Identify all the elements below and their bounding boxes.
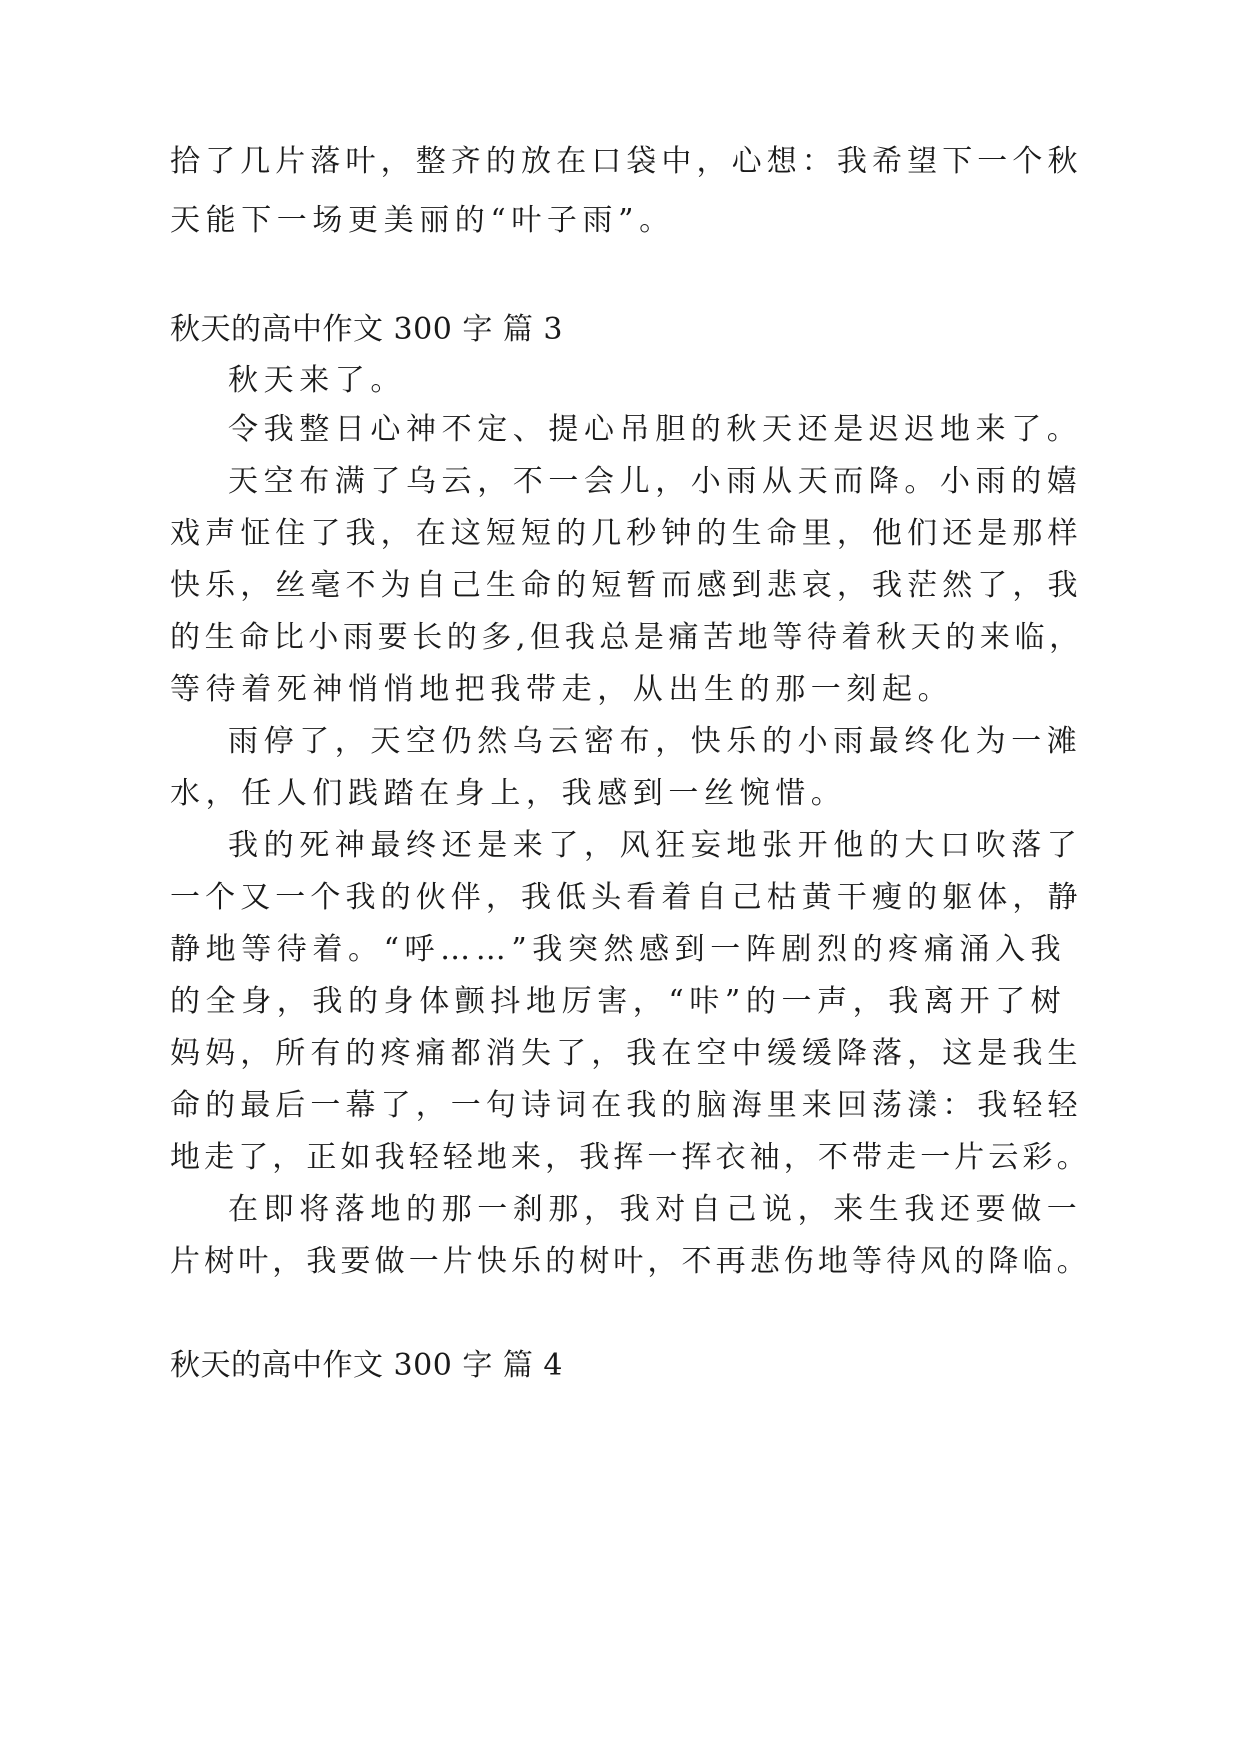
paragraph-line: 天空布满了乌云，不一会儿，小雨从天而降。小雨的嬉 bbox=[228, 464, 1083, 499]
paragraph-line: 地走了，正如我轻轻地来，我挥一挥衣袖，不带走一片云彩。 bbox=[170, 1140, 1091, 1175]
paragraph-line: 秋天来了。 bbox=[228, 363, 406, 398]
paragraph-line: 我的死神最终还是来了，风狂妄地张开他的大口吹落了 bbox=[228, 828, 1083, 863]
paragraph-line: 戏声怔住了我，在这短短的几秒钟的生命里，他们还是那样 bbox=[170, 516, 1083, 551]
paragraph-line: 在即将落地的那一刹那，我对自己说，来生我还要做一 bbox=[228, 1192, 1083, 1227]
text-line: 天能下一场更美丽的“叶子雨”。 bbox=[170, 203, 675, 238]
paragraph-line: 的生命比小雨要长的多,但我总是痛苦地等待着秋天的来临， bbox=[170, 620, 1084, 655]
paragraph-line: 静地等待着。“呼……”我突然感到一阵剧烈的疼痛涌入我 bbox=[170, 932, 1067, 967]
paragraph-line: 一个又一个我的伙伴，我低头看着自己枯黄干瘦的躯体，静 bbox=[170, 880, 1083, 915]
paragraph-line: 等待着死神悄悄地把我带走，从出生的那一刻起。 bbox=[170, 672, 954, 707]
text-line: 拾了几片落叶，整齐的放在口袋中，心想：我希望下一个秋 bbox=[170, 144, 1083, 179]
paragraph-line: 片树叶，我要做一片快乐的树叶，不再悲伤地等待风的降临。 bbox=[170, 1244, 1091, 1279]
section-heading: 秋天的高中作文 300 字 篇 4 bbox=[170, 1348, 563, 1383]
paragraph-line: 雨停了，天空仍然乌云密布，快乐的小雨最终化为一滩 bbox=[228, 724, 1083, 759]
paragraph-line: 命的最后一幕了，一句诗词在我的脑海里来回荡漾：我轻轻 bbox=[170, 1088, 1083, 1123]
paragraph-line: 令我整日心神不定、提心吊胆的秋天还是迟迟地来了。 bbox=[228, 412, 1083, 447]
paragraph-line: 快乐，丝毫不为自己生命的短暂而感到悲哀，我茫然了，我 bbox=[170, 568, 1083, 603]
paragraph-line: 妈妈，所有的疼痛都消失了，我在空中缓缓降落，这是我生 bbox=[170, 1036, 1083, 1071]
section-heading: 秋天的高中作文 300 字 篇 3 bbox=[170, 312, 563, 347]
paragraph-line: 水，任人们践踏在身上，我感到一丝惋惜。 bbox=[170, 776, 847, 811]
paragraph-line: 的全身，我的身体颤抖地厉害，“咔”的一声，我离开了树 bbox=[170, 984, 1067, 1019]
